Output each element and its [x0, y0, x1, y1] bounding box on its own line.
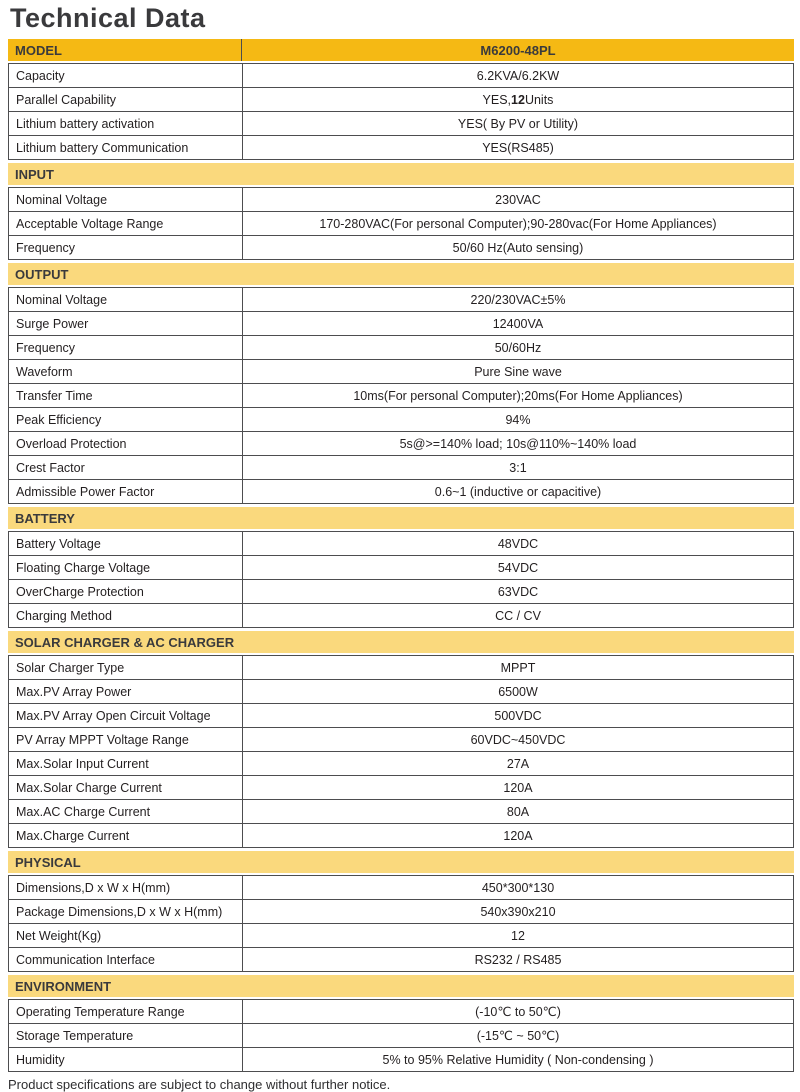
spec-row-capacity: [8, 63, 794, 88]
spec-value: 50/60 Hz(Auto sensing): [452, 240, 584, 255]
spec-row-max-solar-input-current: [8, 752, 794, 776]
spec-row-parallel-capability: [8, 88, 794, 112]
spec-value: (-10℃ to 50℃): [475, 1005, 561, 1019]
spec-value: 27A: [506, 756, 530, 771]
spec-row-max-solar-charge-current: [8, 776, 794, 800]
spec-label: Lithium battery Communication: [9, 136, 243, 159]
spec-label: Max.Solar Charge Current: [9, 776, 243, 799]
section-rows-solar-charger-ac-charger: [8, 655, 794, 848]
spec-row-frequency: [8, 336, 794, 360]
section-header-physical: [8, 851, 794, 873]
section-title: SOLAR CHARGER & AC CHARGER: [15, 634, 235, 650]
spec-value: 500VDC: [494, 708, 542, 723]
spec-value: 60VDC~450VDC: [470, 732, 566, 747]
section-header-output: [8, 263, 794, 285]
spec-row-humidity: [8, 1048, 794, 1072]
spec-row-floating-charge-voltage: [8, 556, 794, 580]
spec-label: Surge Power: [9, 312, 243, 335]
spec-row-solar-charger-type: [8, 655, 794, 680]
spec-label: Admissible Power Factor: [9, 480, 243, 503]
spec-value: 0.6~1 (inductive or capacitive): [434, 484, 602, 499]
spec-value: RS232 / RS485: [474, 952, 562, 967]
spec-value: 3:1: [509, 460, 527, 475]
spec-value: 48VDC: [497, 536, 539, 551]
spec-row-battery-voltage: [8, 531, 794, 556]
datasheet-page: [0, 3, 800, 1092]
page-title: Technical Data: [10, 3, 206, 33]
spec-value: 5% to 95% Relative Humidity ( Non-condensing ): [382, 1052, 654, 1067]
spec-value: YES( By PV or Utility): [457, 116, 579, 131]
spec-row-frequency: [8, 236, 794, 260]
spec-value: 170-280VAC(For personal Computer);90-280vac(For Home Appliances): [319, 216, 717, 231]
spec-row-peak-efficiency: [8, 408, 794, 432]
spec-value: 120A: [503, 828, 533, 843]
spec-label: Nominal Voltage: [9, 188, 243, 211]
section-rows-model: [8, 63, 794, 160]
spec-value: 6500W: [498, 684, 538, 699]
spec-label: Max.Solar Input Current: [9, 752, 243, 775]
section-title: MODEL: [15, 42, 62, 58]
spec-row-operating-temperature-range: [8, 999, 794, 1024]
spec-row-admissible-power-factor: [8, 480, 794, 504]
spec-value: 230VAC: [495, 192, 541, 207]
spec-row-surge-power: [8, 312, 794, 336]
spec-label: PV Array MPPT Voltage Range: [9, 728, 243, 751]
spec-row-waveform: [8, 360, 794, 384]
section-title: INPUT: [15, 166, 54, 182]
section-header-value: M6200-48PL: [241, 39, 794, 61]
spec-row-storage-temperature: [8, 1024, 794, 1048]
section-header-input: [8, 163, 794, 185]
spec-value: (-15℃ ~ 50℃): [476, 1029, 560, 1043]
spec-label: Frequency: [9, 236, 243, 259]
section-title: OUTPUT: [15, 266, 69, 282]
section-rows-environment: [8, 999, 794, 1072]
spec-value: CC / CV: [495, 608, 541, 623]
spec-label: Floating Charge Voltage: [9, 556, 243, 579]
spec-label: Waveform: [9, 360, 243, 383]
section-rows-battery: [8, 531, 794, 628]
footer-note: Product specifications are subject to change without further notice.: [8, 1077, 391, 1092]
spec-label: Parallel Capability: [9, 88, 243, 111]
section-header-battery: [8, 507, 794, 529]
spec-label: Overload Protection: [9, 432, 243, 455]
spec-row-package-dimensions-d-x-w-x-h-mm: [8, 900, 794, 924]
spec-value: 94%: [505, 412, 531, 427]
spec-label: Operating Temperature Range: [9, 1000, 243, 1023]
spec-label: Communication Interface: [9, 948, 243, 971]
spec-label: Crest Factor: [9, 456, 243, 479]
spec-row-pv-array-mppt-voltage-range: [8, 728, 794, 752]
spec-label: Battery Voltage: [9, 532, 243, 555]
spec-value: 450*300*130: [481, 880, 555, 895]
spec-row-crest-factor: [8, 456, 794, 480]
spec-label: Nominal Voltage: [9, 288, 243, 311]
section-header-solar-charger-ac-charger: [8, 631, 794, 653]
spec-value: 12: [511, 928, 525, 943]
spec-value: 5s@>=140% load; 10s@110%~140% load: [399, 436, 637, 451]
spec-value: YES, 12 Units: [482, 92, 554, 107]
spec-row-lithium-battery-activation: [8, 112, 794, 136]
spec-row-overload-protection: [8, 432, 794, 456]
spec-row-charging-method: [8, 604, 794, 628]
spec-label: Charging Method: [9, 604, 243, 627]
section-title: PHYSICAL: [15, 854, 81, 870]
spec-value: Pure Sine wave: [474, 364, 562, 379]
spec-label: Max.Charge Current: [9, 824, 243, 847]
spec-value: 80A: [506, 804, 530, 819]
spec-row-max-pv-array-open-circuit-voltage: [8, 704, 794, 728]
spec-row-transfer-time: [8, 384, 794, 408]
spec-label: Humidity: [9, 1048, 243, 1071]
section-header-environment: [8, 975, 794, 997]
section-title: ENVIRONMENT: [15, 978, 112, 994]
spec-label: OverCharge Protection: [9, 580, 243, 603]
spec-value: MPPT: [500, 660, 536, 675]
spec-label: Max.PV Array Power: [9, 680, 243, 703]
spec-row-max-charge-current: [8, 824, 794, 848]
spec-row-net-weight-kg: [8, 924, 794, 948]
spec-label: Transfer Time: [9, 384, 243, 407]
section-rows-physical: [8, 875, 794, 972]
section-title: BATTERY: [15, 510, 75, 526]
spec-value: 220/230VAC±5%: [470, 292, 566, 307]
spec-label: Package Dimensions,D x W x H(mm): [9, 900, 243, 923]
spec-value: 63VDC: [497, 584, 539, 599]
spec-label: Solar Charger Type: [9, 656, 243, 679]
spec-label: Frequency: [9, 336, 243, 359]
spec-row-nominal-voltage: [8, 287, 794, 312]
spec-row-dimensions-d-x-w-x-h-mm: [8, 875, 794, 900]
spec-label: Lithium battery activation: [9, 112, 243, 135]
spec-value: 10ms(For personal Computer);20ms(For Home Appliances): [353, 388, 683, 403]
spec-label: Dimensions,D x W x H(mm): [9, 876, 243, 899]
spec-label: Max.AC Charge Current: [9, 800, 243, 823]
spec-row-nominal-voltage: [8, 187, 794, 212]
spec-label: Max.PV Array Open Circuit Voltage: [9, 704, 243, 727]
spec-value: 50/60Hz: [494, 340, 542, 355]
spec-value: 54VDC: [497, 560, 539, 575]
spec-label: Storage Temperature: [9, 1024, 243, 1047]
spec-row-acceptable-voltage-range: [8, 212, 794, 236]
spec-value: 540x390x210: [480, 904, 556, 919]
section-rows-output: [8, 287, 794, 504]
spec-row-communication-interface: [8, 948, 794, 972]
section-header-model: [8, 39, 794, 61]
spec-label: Acceptable Voltage Range: [9, 212, 243, 235]
spec-value: 120A: [503, 780, 533, 795]
spec-row-max-ac-charge-current: [8, 800, 794, 824]
spec-value: 6.2KVA/6.2KW: [476, 68, 560, 83]
spec-row-lithium-battery-communication: [8, 136, 794, 160]
spec-label: Capacity: [9, 64, 243, 87]
spec-value: 12400VA: [492, 316, 544, 331]
section-rows-input: [8, 187, 794, 260]
spec-value: YES(RS485): [482, 140, 554, 155]
spec-table: [8, 39, 794, 1072]
spec-row-overcharge-protection: [8, 580, 794, 604]
spec-row-max-pv-array-power: [8, 680, 794, 704]
spec-label: Peak Efficiency: [9, 408, 243, 431]
spec-label: Net Weight(Kg): [9, 924, 243, 947]
